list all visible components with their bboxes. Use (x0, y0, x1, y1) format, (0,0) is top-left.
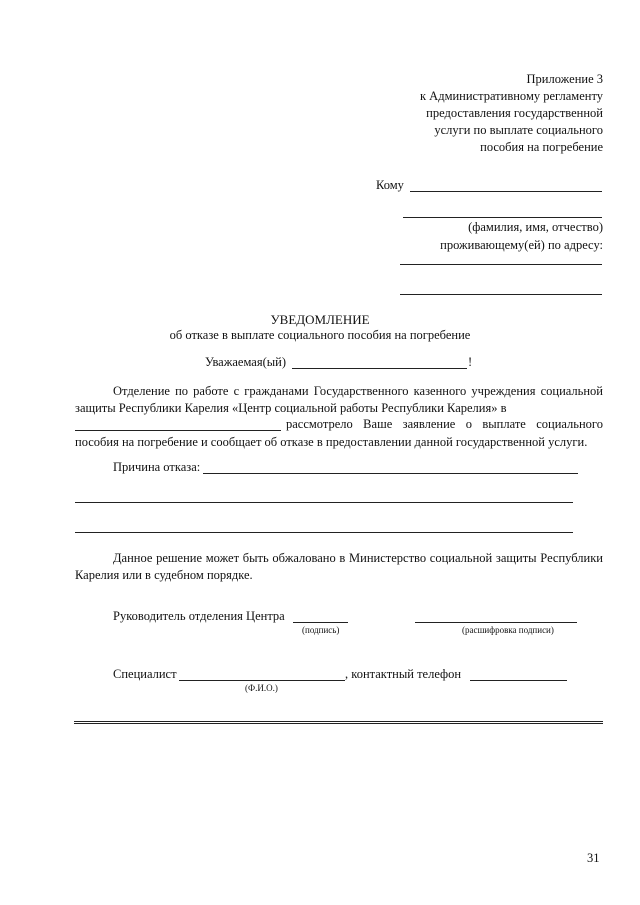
appendix-line-2: к Административному регламенту (419, 89, 603, 103)
page-number: 31 (587, 851, 600, 865)
reason-field-3[interactable] (75, 532, 573, 533)
appendix-line-4: услуги по выплате социального (434, 123, 603, 137)
paragraph-1-end: пособия на погребение и сообщает об отказе в предоставлении данной государственной услуги. (75, 435, 588, 449)
head-decode-field[interactable] (415, 622, 577, 623)
appendix-line-3: предоставления государственной (426, 106, 603, 120)
page-title: УВЕДОМЛЕНИЕ (270, 312, 370, 327)
paragraph-2: Данное решение может быть обжаловано в Министерство социальной защиты Республики Карелия или в судебном порядке. (75, 551, 603, 582)
head-label: Руководитель отделения Центра (113, 609, 285, 623)
paragraph-1-cont: рассмотрело Ваше заявление о выплате социального (286, 417, 603, 431)
phone-field[interactable] (470, 680, 567, 681)
fio-field[interactable] (403, 217, 602, 218)
bottom-rule-2 (74, 723, 603, 724)
appendix-line-1: Приложение 3 (526, 72, 603, 86)
specialist-label: Специалист (113, 667, 177, 681)
paragraph-1: Отделение по работе с гражданами Государственного казенного учреждения социальной защиты Республики Карелия «Центр социальной работы Республики Карелия» в (75, 384, 603, 415)
reason-field-1[interactable] (203, 473, 578, 474)
greeting-name-field[interactable] (292, 368, 467, 369)
page-subtitle: об отказе в выплате социального пособия на погребение (169, 328, 471, 342)
bottom-rule (74, 721, 603, 722)
fio-hint: (фамилия, имя, отчество) (468, 220, 603, 234)
address-field-1[interactable] (400, 264, 602, 265)
reason-label: Причина отказа: (113, 460, 201, 474)
address-label: проживающему(ей) по адресу: (440, 238, 603, 252)
appendix-line-5: пособия на погребение (480, 140, 603, 154)
greeting-label: Уважаемая(ый) (205, 355, 286, 369)
address-field-2[interactable] (400, 294, 602, 295)
district-field[interactable] (75, 430, 281, 431)
specialist-fio-hint: (Ф.И.О.) (245, 683, 278, 693)
to-label: Кому (376, 178, 404, 192)
specialist-fio-field[interactable] (179, 680, 345, 681)
decode-hint: (расшифровка подписи) (462, 625, 554, 635)
phone-label: , контактный телефон (345, 667, 462, 681)
reason-field-2[interactable] (75, 502, 573, 503)
greeting-end: ! (468, 355, 473, 369)
sign-hint: (подпись) (302, 625, 340, 635)
to-field[interactable] (410, 191, 602, 192)
head-sign-field[interactable] (293, 622, 348, 623)
